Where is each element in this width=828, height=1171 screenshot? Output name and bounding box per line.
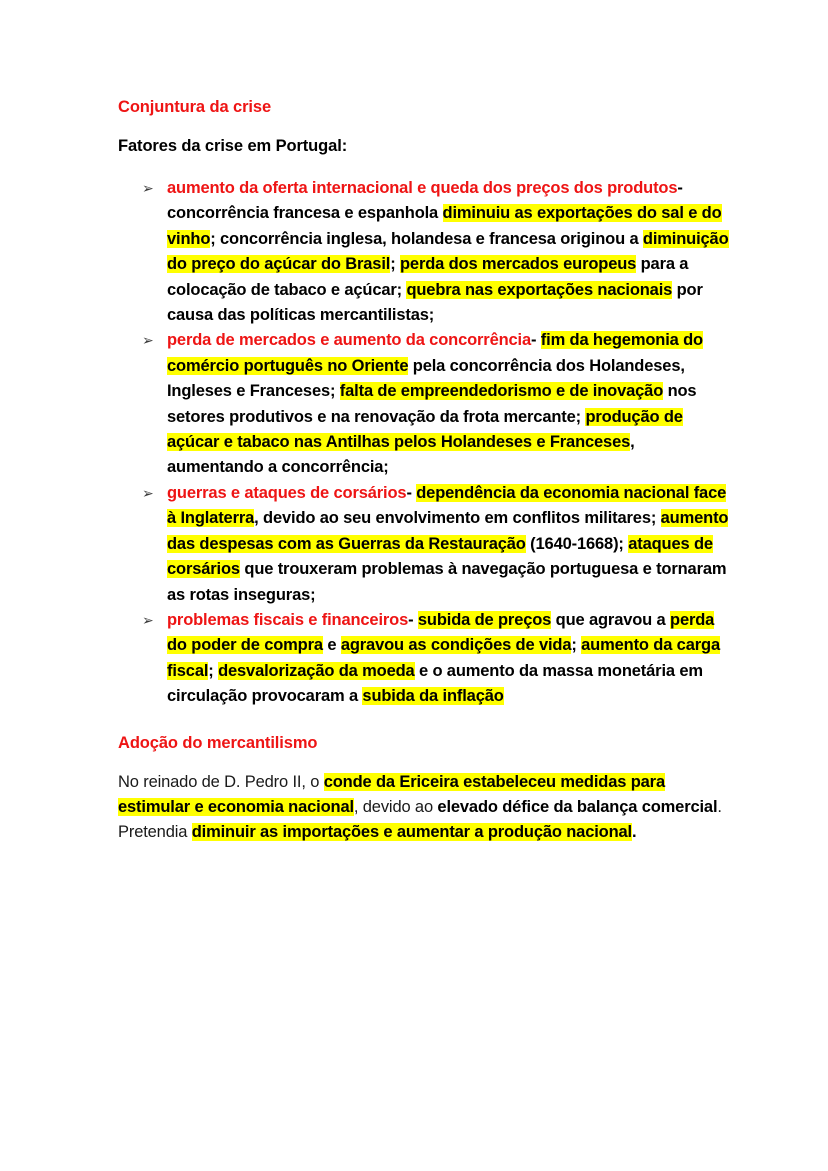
highlighted-text: falta de empreendedorismo e de inovação [339, 382, 664, 401]
list-item [118, 608, 730, 710]
plain-text: - [408, 610, 418, 629]
plain-text: para a colocação de tabaco e açúcar; [167, 255, 689, 299]
arrow-bullet-icon: ➢ [142, 333, 154, 350]
section-heading-conjuntura: Conjuntura da crise [118, 98, 272, 116]
plain-text: pela concorrência dos Holandeses, Ingleses e Franceses; [167, 356, 685, 401]
plain-text: e [322, 636, 341, 655]
regular-text: No reinado de D. Pedro II, o [118, 772, 324, 791]
highlighted-text: diminuir as importações e aumentar a produção nacional [191, 823, 632, 842]
highlighted-text: desvalorização da moeda [218, 661, 415, 680]
highlighted-text: produção de açúcar e tabaco nas Antilhas pelos Holandeses e Franceses [167, 407, 683, 452]
plain-text: e o aumento da massa monetária em circulação provocaram a [167, 661, 703, 706]
bullet-lead-term: problemas fiscais e financeiros [167, 610, 409, 629]
highlighted-text: dependência da economia nacional face à Inglaterra [167, 483, 727, 528]
list-item [118, 176, 730, 328]
highlighted-text: perda do poder de compra [167, 610, 715, 655]
plain-text: , devido ao seu envolvimento em conflitos militares; [254, 509, 661, 528]
arrow-bullet-icon: ➢ [142, 181, 154, 197]
highlighted-text: diminuiu as exportações do sal e do vinho [167, 204, 722, 248]
highlighted-text: conde da Ericeira estabeleceu medidas para estimular e economia nacional [118, 772, 665, 816]
highlighted-text: ataques de corsários [167, 534, 713, 579]
arrow-bullet-icon: ➢ [142, 612, 154, 629]
mercantilism-paragraph [118, 770, 730, 846]
highlighted-text: aumento das despesas com as Guerras da Restauração [167, 509, 729, 553]
highlighted-text: subida de preços [417, 610, 552, 629]
section-heading-mercantilismo: Adoção do mercantilismo [118, 733, 318, 752]
regular-text: , devido ao [353, 797, 438, 816]
bold-text: . [632, 823, 637, 842]
plain-text: por causa das políticas mercantilistas; [167, 280, 703, 325]
plain-text: ; [571, 636, 582, 655]
crisis-factors-list [118, 176, 730, 710]
list-item [118, 328, 730, 480]
highlighted-text: quebra nas exportações nacionais [406, 280, 673, 299]
plain-text: que trouxeram problemas à navegação portuguesa e tornaram as rotas inseguras; [167, 560, 727, 604]
plain-text: ; [390, 255, 400, 274]
bullet-lead-term: guerras e ataques de corsários [167, 483, 407, 502]
highlighted-text: agravou as condições de vida [340, 636, 572, 655]
highlighted-text: aumento da carga fiscal [167, 636, 720, 680]
plain-text: - [406, 483, 417, 502]
highlighted-text: subida da inflação [362, 687, 504, 706]
plain-text: , aumentando a concorrência; [167, 433, 635, 477]
plain-text: ; concorrência inglesa, holandesa e francesa originou a [210, 229, 643, 248]
bullet-lead-term: aumento da oferta internacional e queda dos preços dos produtos [167, 179, 678, 197]
list-item [118, 481, 730, 608]
highlighted-text: fim da hegemonia do comércio português no Oriente [167, 331, 703, 375]
regular-text: . Pretendia [118, 797, 722, 842]
subheading-fatores: Fatores da crise em Portugal: [118, 137, 348, 155]
plain-text: (1640-1668); [525, 534, 629, 553]
arrow-bullet-icon: ➢ [142, 485, 154, 502]
plain-text: - [531, 331, 541, 350]
plain-text: que agravou a [551, 610, 671, 629]
bullet-lead-term: perda de mercados e aumento da concorrência [167, 331, 532, 350]
plain-text: - concorrência francesa e espanhola [167, 179, 683, 223]
bold-text: elevado défice da balança comercial [437, 797, 718, 816]
plain-text: ; [208, 661, 219, 680]
plain-text: nos setores produtivos e na renovação da frota mercante; [167, 382, 697, 426]
highlighted-text: diminuição do preço do açúcar do Brasil [167, 229, 729, 274]
highlighted-text: perda dos mercados europeus [399, 255, 637, 274]
